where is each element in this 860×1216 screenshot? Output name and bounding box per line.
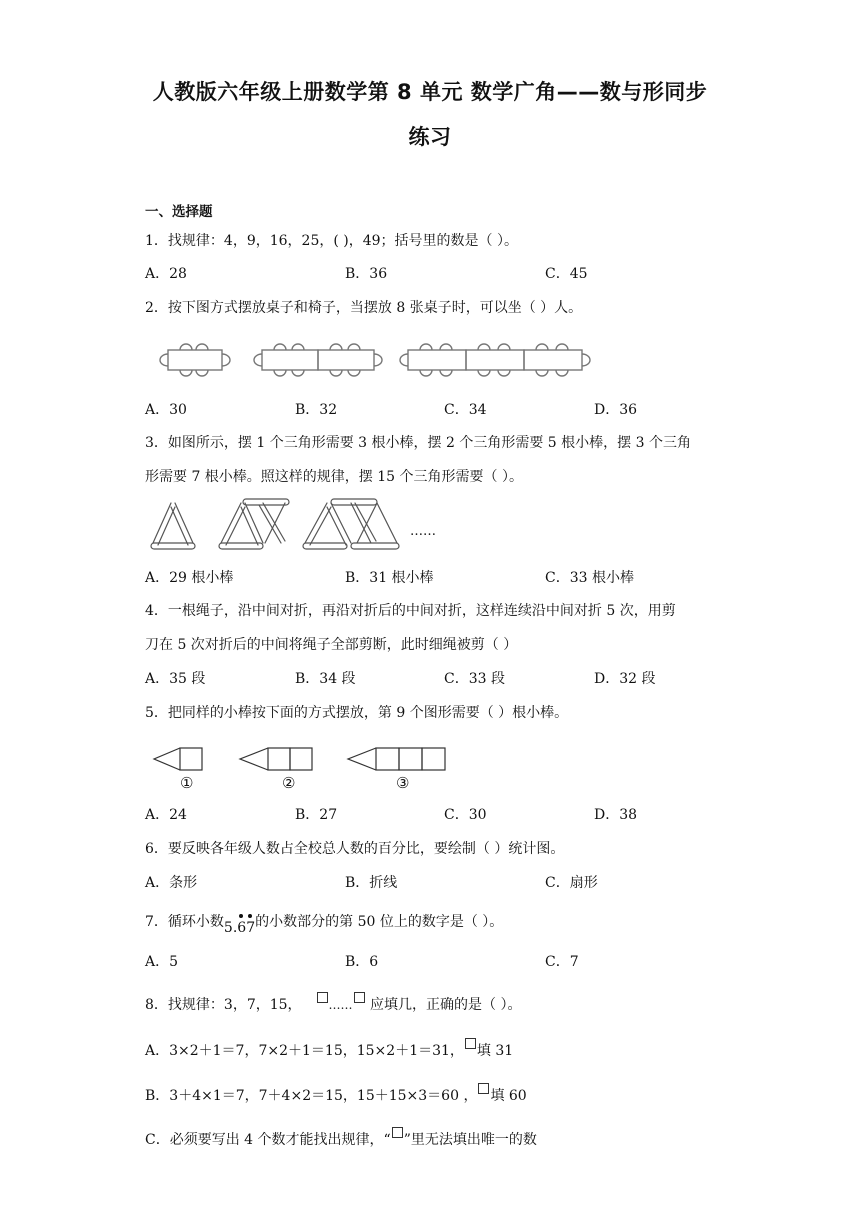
- question-2-option-c: C．34: [444, 402, 487, 418]
- triangles-sticks-figure: [145, 495, 415, 555]
- repeating-decimal-integer: 5.: [223, 920, 238, 936]
- question-4-option-a: A．35 段: [145, 671, 206, 687]
- question-2-option-a: A．30: [145, 402, 187, 418]
- question-3-option-a: A．29 根小棒: [145, 570, 234, 586]
- question-5-figure-1-label: ①: [180, 774, 194, 792]
- question-8-option-b-text: B．3＋4×1＝7，7＋4×2＝15，15＋15×3＝60 ，: [145, 1088, 478, 1104]
- question-5-figure-2-label: ②: [282, 774, 296, 792]
- question-3-option-c: C．33 根小棒: [545, 570, 634, 586]
- question-7-text: [145, 912, 504, 936]
- question-8-option-a-end: 填 31: [476, 1043, 514, 1059]
- question-5-text: 5．把同样的小棒按下面的方式摆放，第 9 个图形需要（ ）根小棒。: [145, 705, 569, 721]
- question-3-text-line2: 形需要 7 根小棒。照这样的规律，摆 15 个三角形需要（ ）。: [145, 469, 523, 485]
- blank-box-icon: [354, 992, 365, 1003]
- question-8-option-b-end: 填 60: [490, 1088, 527, 1104]
- question-4-text-line1: 4．一根绳子，沿中间对折，再沿对折后的中间对折，这样连续沿中间对折 5 次，用剪: [145, 603, 676, 619]
- blank-box-icon: [392, 1127, 403, 1138]
- question-5-option-d: D．38: [594, 807, 638, 823]
- question-5-option-c: C．30: [444, 807, 487, 823]
- question-7-option-c: C．7: [545, 954, 579, 970]
- question-6-option-c: C．扇形: [545, 875, 598, 891]
- repeating-decimal-digit-1: 6: [237, 920, 247, 936]
- question-8-option-a: [145, 1038, 513, 1061]
- question-6-option-b: B．折线: [345, 875, 398, 891]
- question-3-text-line1: 3．如图所示，摆 1 个三角形需要 3 根小棒，摆 2 个三角形需要 5 根小棒，摆 3 个三角: [145, 435, 691, 451]
- section-heading: 一、选择题: [145, 204, 213, 220]
- question-8-mid: ……: [328, 998, 353, 1012]
- question-8-pre: 8．找规律：3，7，15，: [145, 997, 302, 1013]
- question-3-ellipsis: ……: [410, 524, 436, 539]
- blank-box-icon: [317, 992, 328, 1003]
- question-8-option-c-post: ”里无法填出唯一的数: [403, 1132, 537, 1148]
- question-6-text: 6．要反映各年级人数占全校总人数的百分比，要绘制（ ）统计图。: [145, 841, 565, 857]
- question-4-option-c: C．33 段: [444, 671, 505, 687]
- repeating-decimal: [224, 918, 255, 938]
- question-8-option-b: [145, 1083, 527, 1106]
- question-5-figure-3-label: ③: [396, 774, 410, 792]
- question-5-option-a: A．24: [145, 807, 187, 823]
- question-8-option-a-text: A．3×2＋1＝7，7×2＋1＝15，15×2＋1＝31，: [145, 1043, 464, 1059]
- question-8-text: [145, 992, 521, 1015]
- question-4-text-line2: 刀在 5 次对折后的中间将绳子全部剪断，此时细绳被剪（ ）: [145, 637, 518, 653]
- blank-box-icon: [465, 1038, 476, 1049]
- repeat-dot-2: [248, 914, 252, 918]
- sticks-houses-figure: [150, 745, 460, 795]
- question-7-option-a: A．5: [145, 954, 179, 970]
- question-1-option-b: B．36: [345, 266, 388, 282]
- repeat-dot-1: [239, 914, 243, 918]
- question-6-option-a: A．条形: [145, 875, 198, 891]
- repeating-decimal-digit-2: 7: [246, 920, 256, 936]
- question-2-option-d: D．36: [594, 402, 638, 418]
- blank-box-icon: [478, 1083, 489, 1094]
- question-8-option-c-pre: C．必须要写出 4 个数才能找出规律，“: [145, 1132, 391, 1148]
- question-8-post: 应填几，正确的是（ ）。: [370, 997, 522, 1013]
- question-7-option-b: B．6: [345, 954, 379, 970]
- question-7-pre: 7．循环小数: [145, 914, 224, 930]
- question-1-text: 1．找规律：4，9，16，25，( )，49；括号里的数是（ ）。: [145, 233, 518, 249]
- tables-chairs-figure: [150, 340, 600, 390]
- question-4-option-d: D．32 段: [594, 671, 656, 687]
- question-8-option-c: [145, 1127, 537, 1150]
- document-title-line2: 练习: [408, 125, 452, 149]
- question-5-option-b: B．27: [295, 807, 338, 823]
- question-2-option-b: B．32: [295, 402, 338, 418]
- question-2-text: 2．按下图方式摆放桌子和椅子，当摆放 8 张桌子时，可以坐（ ）人。: [145, 300, 583, 316]
- document-title-line1: 人教版六年级上册数学第 8 单元 数学广角——数与形同步: [152, 80, 708, 104]
- question-7-post: 的小数部分的第 50 位上的数字是（ ）。: [255, 914, 504, 930]
- question-3-option-b: B．31 根小棒: [345, 570, 434, 586]
- question-4-option-b: B．34 段: [295, 671, 356, 687]
- question-1-option-c: C．45: [545, 266, 588, 282]
- question-1-option-a: A．28: [145, 266, 187, 282]
